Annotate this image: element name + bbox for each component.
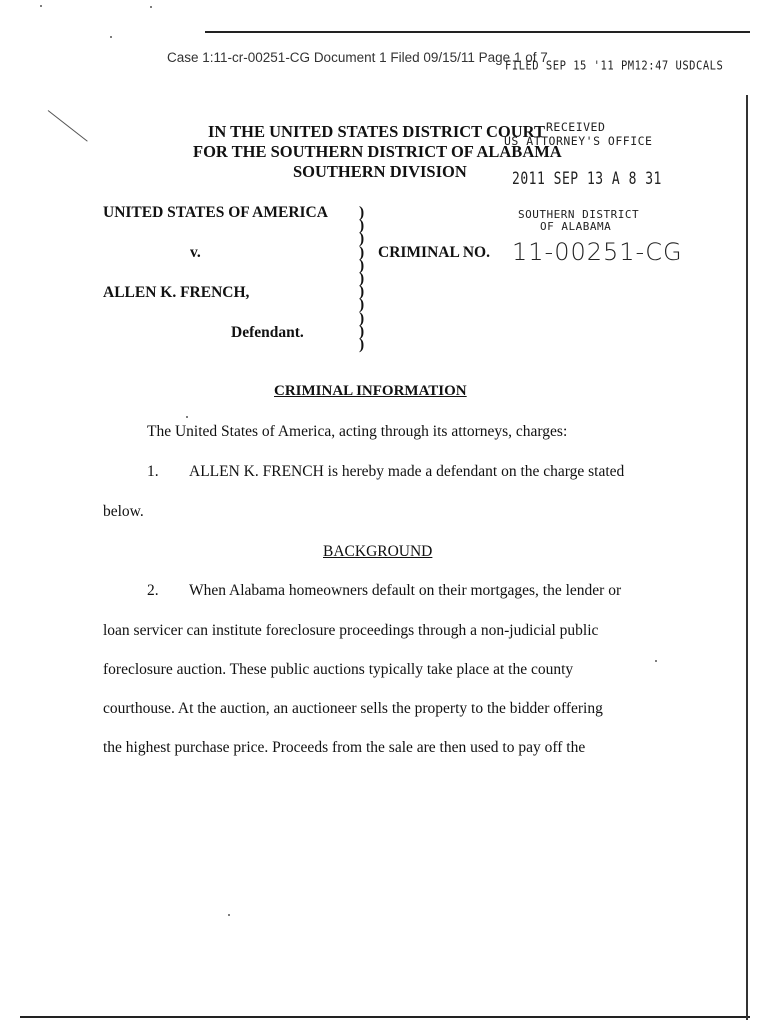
scan-speck [228,914,230,916]
top-rule [205,31,750,33]
paragraph-1-line-2: below. [103,503,144,520]
district-stamp-1: SOUTHERN DISTRICT [518,208,640,221]
paragraph-2-line-3: foreclosure auction. These public auctions typically take place at the county [103,661,574,678]
filed-stamp: FILED SEP 15 '11 PM12:47 USDCALS [505,58,724,74]
right-edge-line [746,95,748,1020]
scan-mark [48,110,88,142]
document-title: CRIMINAL INFORMATION [274,383,467,399]
scan-speck [186,416,188,418]
defendant-label: Defendant. [231,324,304,341]
plaintiff-name: UNITED STATES OF AMERICA [103,204,328,221]
scan-speck [40,5,42,7]
scan-speck [110,36,112,38]
criminal-no-label: CRIMINAL NO. [378,244,490,261]
section-heading: BACKGROUND [323,543,433,560]
court-name-line-1: IN THE UNITED STATES DISTRICT COURT [208,122,546,141]
date-stamp: 2011 SEP 13 A 8 31 [512,169,662,190]
defendant-name: ALLEN K. FRENCH, [103,284,250,301]
caption-parentheses: ) ) ) ) ) ) ) ) ) ) ) [359,204,365,354]
criminal-no-handwritten: 11-00251-CG [512,238,683,266]
bottom-rule [20,1016,750,1018]
paragraph-2-line-2: loan servicer can institute foreclosure proceedings through a non-judicial public [103,622,599,639]
paragraph-2-line-1: When Alabama homeowners default on their mortgages, the lender or [189,582,622,599]
scan-speck [655,660,657,662]
received-stamp: RECEIVED [546,120,606,134]
us-attorney-stamp: US ATTORNEY'S OFFICE [504,134,653,148]
paragraph-1-number: 1. [147,463,159,480]
paragraph-2-line-4: courthouse. At the auction, an auctioneer sells the property to the bidder offering [103,700,603,717]
paragraph-2-number: 2. [147,582,159,599]
intro-paragraph: The United States of America, acting through its attorneys, charges: [147,423,568,440]
versus: v. [190,244,201,261]
case-header: Case 1:11-cr-00251-CG Document 1 Filed 09/15/11 Page 1 of 7 [167,50,548,65]
paragraph-1-line-1: ALLEN K. FRENCH is hereby made a defendant on the charge stated [189,463,625,480]
district-stamp-2: OF ALABAMA [540,220,612,233]
scan-speck [150,6,152,8]
court-name-line-2: FOR THE SOUTHERN DISTRICT OF ALABAMA [193,142,562,161]
paragraph-2-line-5: the highest purchase price. Proceeds from the sale are then used to pay off the [103,739,586,756]
court-division: SOUTHERN DIVISION [293,162,467,181]
